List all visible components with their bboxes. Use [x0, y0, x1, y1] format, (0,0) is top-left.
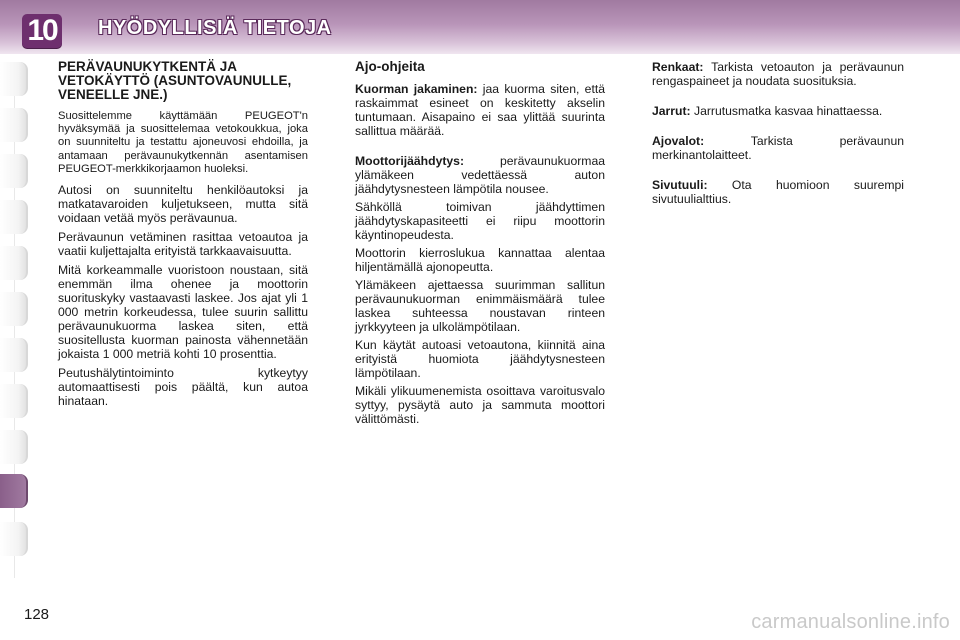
brakes-text: Jarrutusmatka kasvaa hinattaessa. [690, 104, 883, 118]
tyres-text: Tarkista vetoauton ja perävaunun rengaspaineet ja noudata suosituksia. [652, 60, 904, 88]
weight-text: jaa kuorma siten, että raskaimmat esineet on keskitetty akselin tuntumaan. Aisapaino ei saa ylittää suurinta sallittua määrää. [355, 82, 605, 138]
crosswind-label: Sivutuuli: [652, 178, 708, 192]
chapter-badge [22, 14, 62, 48]
tyres-item [652, 60, 904, 88]
towing-paragraph: Mitä korkeammalle vuoristoon noustaan, sitä enemmän ilma ohenee ja moottorin suorituskyky vastaavasti laskee. Jos ajat yli 1 000 metrin korkeudessa, tulee suurin sallittu perävaunukuorma laskea siten, että suositellusta kuorman painosta vähennetään jokaista 1 000 metriä kohti 10 prosenttia. [58, 263, 308, 362]
column-checks [652, 60, 904, 222]
brakes-item [652, 104, 904, 118]
towing-paragraph: Autosi on suunniteltu henkilöautoksi ja matkatavaroiden kuljetukseen, mutta sitä voidaan vetää myös perävaunua. [58, 183, 308, 226]
chapter-tab[interactable] [0, 338, 28, 372]
chapter-tab[interactable] [0, 430, 28, 464]
cooling-text: perävaunukuormaa ylämäkeen vedettäessä auton jäähdytysnesteen lämpötila nousee. [355, 154, 605, 196]
watermark: carmanualsonline.info [751, 611, 950, 633]
column-driving-tips [355, 60, 605, 430]
chapter-number: 10 [27, 14, 57, 47]
section-title-towing: PERÄVAUNUKYTKENTÄ JA VETOKÄYTTÖ (ASUNTOVAUNULLE, VENEELLE JNE.) [58, 59, 292, 102]
cooling-paragraph: Moottorin kierroslukua kannattaa alentaa hiljentämällä ajonopeutta. [355, 246, 605, 274]
chapter-tab[interactable] [0, 154, 28, 188]
towing-paragraph: Peutushälytintoiminto kytkeytyy automaattisesti pois päältä, kun autoa hinataan. [58, 366, 308, 409]
lights-item [652, 134, 904, 162]
chapter-title: HYÖDYLLISIÄ TIETOJA [98, 17, 332, 39]
chapter-tab[interactable] [0, 200, 28, 234]
chapter-tab[interactable] [0, 108, 28, 142]
cooling-paragraph: Sähköllä toimivan jäähdyttimen jäähdytyskapasiteetti ei riipu moottorin käyntinopeudesta. [355, 200, 605, 242]
section-title-driving-tips: Ajo-ohjeita [355, 59, 425, 74]
chapter-tab[interactable] [0, 384, 28, 418]
towing-paragraph: Perävaunun vetäminen rasittaa vetoautoa ja vaatii kuljettajalta erityistä tarkkaavaisuutta. [58, 230, 308, 259]
crosswind-text: Ota huomioon suurempi sivutuulialttius. [652, 178, 904, 206]
chapter-tab[interactable] [0, 522, 28, 556]
cooling-paragraph: Kun käytät autoasi vetoautona, kiinnitä aina erityistä huomiota jäähdytysnesteen lämpötilaan. [355, 338, 605, 380]
weight-distribution [355, 82, 605, 138]
cooling-paragraph: Ylämäkeen ajettaessa suurimman sallitun perävaunukuorman enimmäismäärä tulee laskea suhteessa noustavan rinteen jyrkkyyteen ja ulkolämpötilaan. [355, 278, 605, 334]
cooling-paragraph: Mikäli ylikuumenemista osoittava varoitusvalo syttyy, pysäytä auto ja sammuta moottori välittömästi. [355, 384, 605, 426]
chapter-tab[interactable] [0, 246, 28, 280]
engine-cooling [355, 154, 605, 196]
column-towing [58, 60, 308, 413]
page-number: 128 [24, 606, 50, 623]
brakes-label: Jarrut: [652, 104, 691, 118]
lights-text: Tarkista perävaunun merkinantolaitteet. [652, 134, 904, 162]
chapter-tab-active[interactable] [0, 474, 28, 508]
towing-intro: Suosittelemme käyttämään PEUGEOT'n hyväksymää ja suosittelemaa vetokoukkua, joka on suunniteltu ja testattu ajoneuvosi ehdoilla, ja antamaan perävaunukytkennän asentamisen PEUGEOT-merkkikorjaamon huoleksi. [58, 110, 308, 175]
crosswind-item [652, 178, 904, 206]
lights-label: Ajovalot: [652, 134, 705, 148]
weight-label: Kuorman jakaminen: [355, 82, 478, 96]
tyres-label: Renkaat: [652, 60, 704, 74]
chapter-tab[interactable] [0, 292, 28, 326]
chapter-tab[interactable] [0, 62, 28, 96]
cooling-label: Moottorijäähdytys: [355, 154, 465, 168]
chapter-tab-strip [0, 62, 34, 578]
